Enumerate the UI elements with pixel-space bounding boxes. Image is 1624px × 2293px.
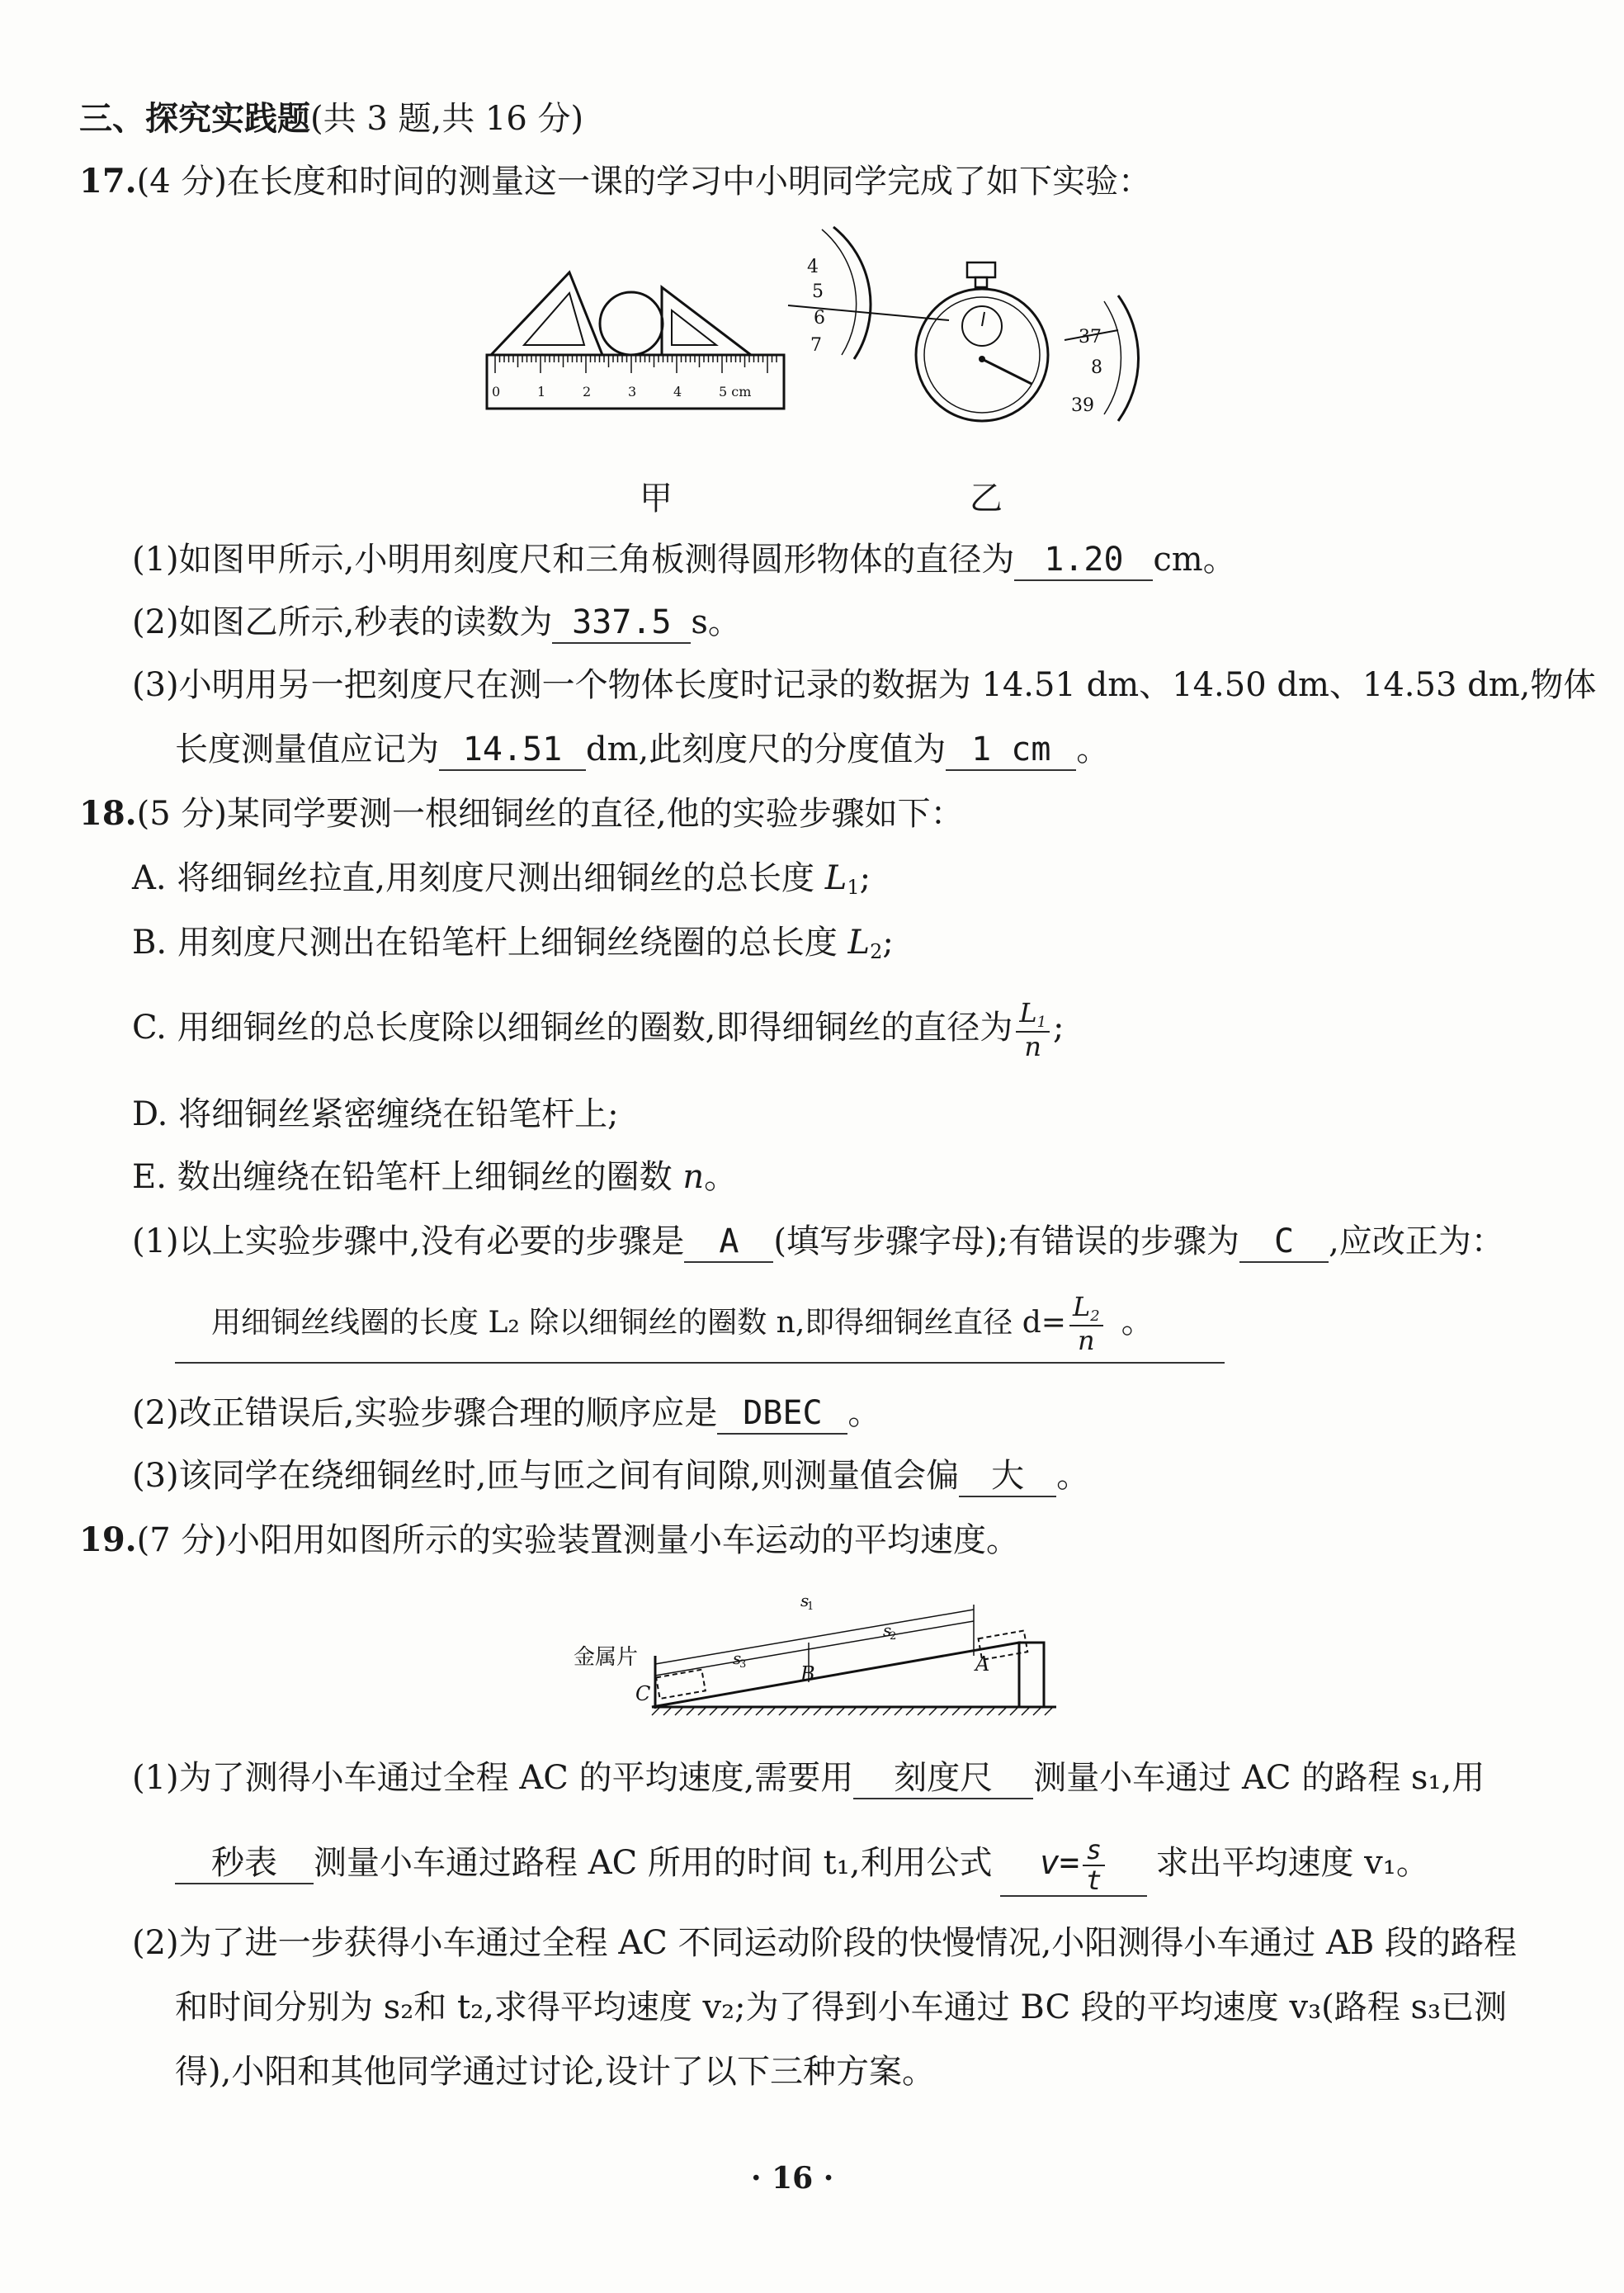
figure-yi-caption: 乙 [970,480,1003,518]
svg-text:2: 2 [890,1630,897,1643]
q17-part1 [132,540,1236,581]
label-b: B [800,1662,815,1685]
q18-step-c-text: C. 用细铜丝的总长度除以细铜丝的圈数,即得细铜丝的直径为 [132,1008,1013,1047]
figure-yi-stopwatch [784,223,1147,429]
q19-p1-answer2-text: 秒表 [211,1844,277,1883]
q18-p3-text: (3)该同学在绕细铜丝时,匝与匝之间有间隙,则测量值会偏 [132,1457,960,1495]
label-s1: s [800,1591,810,1610]
figure-jia-caption: 甲 [640,480,673,518]
dial-big-37: 37 [1079,327,1102,347]
q19-p1-answer1-text: 刻度尺 [894,1759,994,1797]
figure-jia-ruler [479,256,792,421]
figure-incline-cart [569,1585,1081,1717]
q19-number: 19. [79,1520,137,1559]
label-a: A [975,1652,990,1676]
section-note: (共 3 题,共 16 分) [310,100,584,138]
label-s2: s [883,1620,892,1640]
q19-part2-line3: 得),小阳和其他同学通过讨论,设计了以下三种方案。 [175,2053,936,2091]
dial-small-4: 4 [807,257,819,277]
q18-p2-end: 。 [847,1394,881,1432]
q19-formula-text: v= [1039,1844,1079,1883]
section-title [79,99,583,139]
q17-p1-unit: cm。 [1153,541,1236,579]
q17-p3-end: 。 [1076,730,1110,768]
q17-p1-text: (1)如图甲所示,小明用刻度尺和三角板测得圆形物体的直径为 [132,541,1015,579]
q18-p2-answer-text: DBEC [743,1394,823,1432]
q19-p1-answer2 [175,1843,314,1884]
ruler-tick-label: 5 cm [719,384,752,400]
q18-step-b-text: B. 用刻度尺测出在铅笔杆上细铜丝绕圈的总长度 [132,924,848,962]
q17-p2-answer [552,603,691,644]
q18-step-a-text: A. 将细铜丝拉直,用刻度尺测出细铜丝的总长度 [132,859,825,897]
q17-p3-mid: dm,此刻度尺的分度值为 [586,730,947,768]
q17-part3-line1: (3)小明用另一把刻度尺在测一个物体长度时记录的数据为 14.51 dm、14.50 dm、14.53 dm,物体 [132,666,1597,704]
q18-part3 [132,1456,1089,1497]
ruler-tick-label: 2 [583,384,592,400]
q18-p3-answer-text: 大 [991,1457,1025,1495]
q19-part1-line1 [132,1758,1485,1799]
q18-p1-answer2 [1239,1222,1329,1263]
dial-big-39: 39 [1071,395,1094,416]
label-s3: s [733,1648,742,1668]
q17-p3-answer1-text: 14.51 [462,730,563,768]
q18-p3-end: 。 [1056,1457,1090,1495]
q18-stem [79,794,964,834]
q19-part1-line2 [175,1836,1429,1897]
q18-p1-answer1 [684,1222,773,1263]
q18-p1-mid: (填写步骤字母);有错误的步骤为 [773,1222,1240,1260]
q18-p1-text: (1)以上实验步骤中,没有必要的步骤是 [132,1222,685,1260]
dial-small-7: 7 [810,335,822,356]
q18-step-e: E. 数出缠绕在铅笔杆上细铜丝的圈数 n。 [132,1158,738,1196]
q17-p3-text: 长度测量值应记为 [175,730,439,768]
q18-p1-answer1-text: A [719,1222,739,1260]
q18-stem-text: (5 分)某同学要测一根细铜丝的直径,他的实验步骤如下： [136,795,964,833]
q18-p2-answer [717,1393,847,1435]
dial-small-6: 6 [814,308,825,329]
q18-part2 [132,1393,880,1435]
q17-p3-answer2 [946,730,1076,771]
q18-p1-end: ,应改正为： [1329,1222,1504,1260]
dial-small-5: 5 [812,281,824,302]
fraction-l2-n: $\frac{L_2}{n}$ [1069,1293,1103,1355]
q17-stem [79,162,1151,201]
q17-part2 [132,603,741,644]
q19-p1-text-d: 求出平均速度 v₁。 [1155,1844,1429,1883]
ruler-tick-label: 1 [537,384,546,400]
q17-p2-text: (2)如图乙所示,秒表的读数为 [132,603,553,641]
q19-part2-line1: (2)为了进一步获得小车通过全程 AC 不同运动阶段的快慢情况,小阳测得小车通过 AB 段的路程 [132,1924,1518,1962]
page-number: · 16 · [751,2161,834,2196]
q18-step-b: B. 用刻度尺测出在铅笔杆上细铜丝绕圈的总长度 $L_2$; [132,924,894,963]
q18-p1-correction: 用细铜丝线圈的长度 L₂ 除以细铜丝的圈数 n,即得细铜丝直径 d= $\frac{L_2}{n}$ 。 [175,1293,1225,1364]
q19-p1-answer1 [853,1758,1033,1799]
q19-stem [79,1520,1019,1560]
q18-step-a: A. 将细铜丝拉直,用刻度尺测出细铜丝的总长度 $L_1$; [132,859,871,899]
ruler-tick-label: 0 [492,384,501,400]
q19-p1-formula [1000,1836,1147,1897]
ruler-tick-label: 3 [628,384,637,400]
q17-p3-answer1 [439,730,586,771]
q18-p1-correction-text: 用细铜丝线圈的长度 L₂ 除以细铜丝的圈数 n,即得细铜丝直径 d= [211,1305,1066,1340]
q17-p3-answer2-text: 1 cm [971,730,1051,768]
q17-p2-answer-text: 337.5 [572,603,672,641]
q18-step-d: D. 将细铜丝紧密缠绕在铅笔杆上; [132,1095,619,1133]
q18-p2-text: (2)改正错误后,实验步骤合理的顺序应是 [132,1394,718,1432]
q18-number: 18. [79,794,137,833]
q18-p3-answer [959,1456,1056,1497]
svg-text:1: 1 [807,1600,814,1613]
label-c: C [635,1682,651,1705]
svg-text:3: 3 [739,1658,747,1671]
q19-p1-text-b: 测量小车通过 AC 的路程 s₁,用 [1033,1759,1485,1797]
q17-part3-line2 [175,730,1109,771]
q17-p1-answer-text: 1.20 [1044,541,1124,579]
q17-stem-text: (4 分)在长度和时间的测量这一课的学习中小明同学完成了如下实验： [136,163,1151,201]
fraction-s-t: $\frac{s}{t}$ [1083,1836,1105,1895]
q18-step-e-text: E. 数出缠绕在铅笔杆上细铜丝的圈数 [132,1158,683,1196]
q18-p1-answer2-text: C [1274,1222,1295,1260]
q17-p1-answer [1014,540,1153,581]
q19-stem-text: (7 分)小阳用如图所示的实验装置测量小车运动的平均速度。 [136,1521,1019,1559]
section-title-text: 三、探究实践题 [79,99,310,138]
q17-p2-unit: s。 [691,603,741,641]
q17-number: 17. [79,162,137,201]
q18-step-c: C. 用细铜丝的总长度除以细铜丝的圈数,即得细铜丝的直径为 $\frac{L_1}{n}$ ; [132,997,1065,1062]
fraction-l1-n: $\frac{L_1}{n}$ [1016,999,1050,1061]
dial-big-8: 8 [1091,357,1102,378]
q19-part2-line2: 和时间分别为 s₂和 t₂,求得平均速度 v₂;为了得到小车通过 BC 段的平均速度 v₃(路程 s₃已测 [175,1988,1508,2026]
q19-p1-text-c: 测量小车通过路程 AC 所用的时间 t₁,利用公式 [314,1844,993,1883]
q18-part1 [132,1222,1504,1263]
label-metal-sheet: 金属片 [574,1645,639,1670]
ruler-tick-label: 4 [673,384,682,400]
q19-p1-text-a: (1)为了测得小车通过全程 AC 的平均速度,需要用 [132,1759,854,1797]
